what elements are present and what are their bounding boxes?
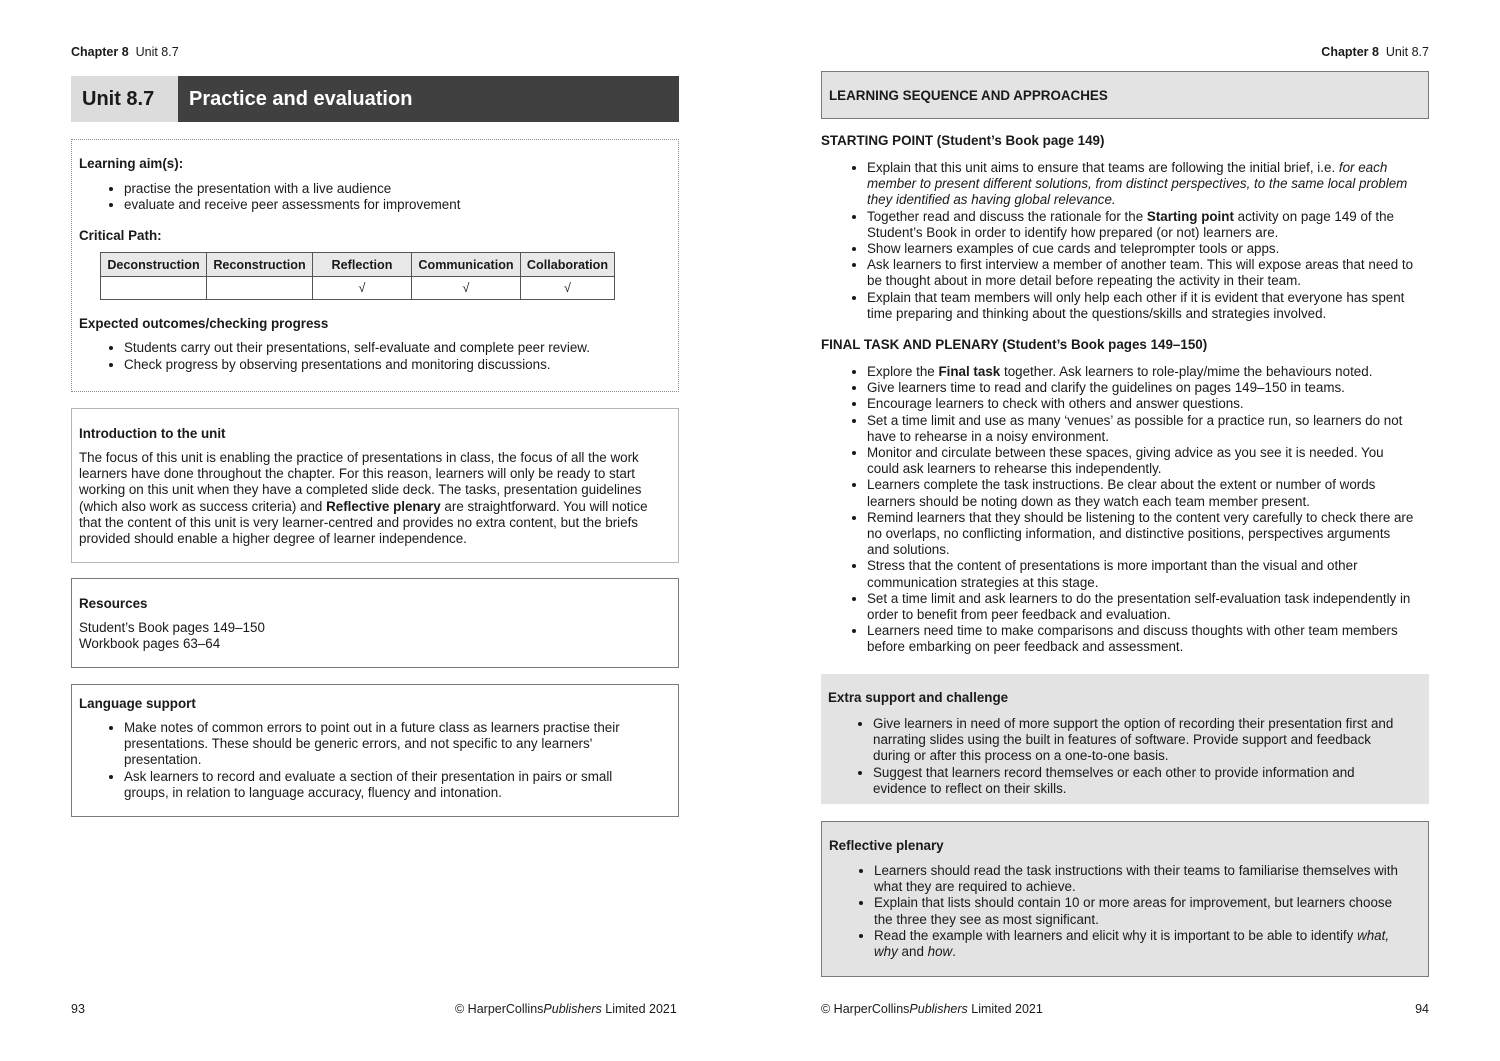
language-support-heading: Language support [79, 696, 196, 711]
left-copyright [455, 1002, 677, 1016]
outcomes-list [79, 340, 671, 372]
introduction-text [79, 450, 649, 547]
right-copyright [821, 1002, 1043, 1016]
table-cell: √ [313, 277, 412, 300]
table-cell: √ [521, 277, 615, 300]
reflective-plenary-heading: Reflective plenary [829, 838, 944, 853]
item-text: Read the example with learners and elicit why it is important to be able to identify [874, 927, 1358, 943]
item-bold-text: Starting point [1146, 208, 1234, 224]
item-text: and [897, 944, 928, 960]
copyright-italic: Publishers [909, 1002, 968, 1016]
resources-box [71, 578, 679, 668]
list-item: • Ask learners to record and evaluate a section of their presentation in pairs or small groups, in relation to language accuracy, fluency and intonation. [124, 769, 654, 801]
list-item: • Stress that the content of presentations is more important than the visual and other communication strategies at this stage. [867, 558, 1415, 590]
list-item: • Give learners time to read and clarify the guidelines on pages 149–150 in teams. [867, 380, 1415, 396]
resources-heading: Resources [79, 596, 148, 611]
resources-line: Student’s Book pages 149–150 [79, 620, 265, 635]
intro-text-part: The focus of this unit is enabling the practice of presentations in class, the focus of all the work learners have done throughout the chapter. For this reason, learners will only be ready to start working on this unit when they have a completed slide deck. The tasks, presentation guidelines (which also work as success criteria) and [79, 450, 642, 514]
list-item: • Learners should read the task instructions with their teams to familiarise themselves with what they are required to achieve. [874, 863, 1399, 895]
unit-title-bar [71, 76, 679, 122]
list-item: • Explain that team members will only help each other if it is evident that everyone has spent time preparing and thinking about the questions/skills and strategies involved. [867, 290, 1415, 322]
copyright-text: © HarperCollins [455, 1002, 544, 1016]
learning-sequence-heading: LEARNING SEQUENCE AND APPROACHES [829, 88, 1108, 103]
copyright-text: Limited 2021 [967, 1002, 1043, 1016]
chapter-label: Chapter 8 [1321, 45, 1379, 59]
language-support-box [71, 684, 679, 817]
item-italic-text: for each member to present different solutions, from distinct perspectives, to the same local problem they identified as having global relevance. [867, 160, 1408, 208]
list-item: • Encourage learners to check with others and answer questions. [867, 396, 1415, 412]
extra-support-heading: Extra support and challenge [828, 690, 1009, 705]
list-item [867, 160, 1415, 209]
item-text: Together read and discuss the rationale for the [867, 208, 1147, 224]
item-text: activity on page 149 of the Student’s Book in order to identify how prepared (or not) learners are. [867, 208, 1394, 240]
list-item [867, 364, 1415, 380]
unit-label: Unit 8.7 [135, 45, 179, 59]
unit-title: Practice and evaluation [178, 76, 679, 122]
table-header: Communication [412, 253, 521, 277]
starting-point-heading: STARTING POINT (Student’s Book page 149) [821, 133, 1105, 148]
final-task-heading: FINAL TASK AND PLENARY (Student’s Book pages 149–150) [821, 337, 1208, 352]
outcomes-heading: Expected outcomes/checking progress [79, 316, 329, 332]
list-item: • Learners complete the task instructions. Be clear about the extent or number of words learners should be noting down as they watch each team member present. [867, 477, 1415, 509]
list-item: • Explain that lists should contain 10 or more areas for improvement, but learners choose the three they see as most significant. [874, 895, 1399, 927]
left-page-number: 93 [71, 1002, 85, 1016]
learning-aims-heading: Learning aim(s): [79, 156, 184, 171]
list-item [867, 209, 1415, 241]
table-cell [101, 277, 207, 300]
final-task-section [821, 337, 1429, 656]
list-item: • Set a time limit and ask learners to do the presentation self-evaluation task independently in order to benefit from peer feedback and evaluation. [867, 591, 1415, 623]
item-text: Explore the [867, 364, 939, 379]
item-italic-text: what, why [874, 927, 1390, 960]
table-cell [207, 277, 313, 300]
critical-path-heading: Critical Path: [79, 228, 162, 244]
table-header: Collaboration [521, 253, 615, 277]
list-item: • Make notes of common errors to point out in a future class as learners practise their presentations. These should be generic errors, and not specific to any learners' presentation. [124, 720, 654, 769]
learning-aims-list [79, 181, 671, 213]
reflective-plenary-list [829, 863, 1399, 960]
list-item: • Check progress by observing presentations and monitoring discussions. [124, 357, 671, 373]
list-item: • Ask learners to first interview a member of another team. This will expose areas that need to be thought about in more detail before repeating the activity in their team. [867, 257, 1415, 289]
extra-support-box [821, 674, 1429, 804]
intro-text-part: are straightforward. You will notice that the content of this unit is very learner-centred and provides no extra content, but the briefs provided should enable a higher degree of learner independence. [79, 498, 648, 547]
list-item: • Set a time limit and use as many ‘venues’ as possible for a practice run, so learners do not have to rehearse in a noisy environment. [867, 413, 1415, 445]
list-item [874, 928, 1399, 960]
unit-number: Unit 8.7 [71, 76, 178, 122]
critical-path-table [100, 252, 615, 300]
list-item: • Monitor and circulate between these spaces, giving advice as you see it is needed. You could ask learners to rehearse this independently. [867, 445, 1415, 477]
right-page-header [1321, 45, 1429, 59]
table-header: Reconstruction [207, 253, 313, 277]
starting-point-section [821, 133, 1429, 322]
item-italic-text: how [927, 944, 953, 960]
list-item: • Learners need time to make comparisons and discuss thoughts with other team members before embarking on peer feedback and assessment. [867, 623, 1415, 655]
right-page-number: 94 [1415, 1002, 1429, 1016]
item-bold-text: Final task [938, 364, 1001, 379]
learning-aims-box [71, 139, 679, 392]
chapter-label: Chapter 8 [71, 45, 129, 59]
table-header: Reflection [313, 253, 412, 277]
intro-bold-text: Reflective plenary [326, 498, 441, 514]
list-item: • Remind learners that they should be listening to the content very carefully to check there are no overlaps, no conflicting information, and distinctive positions, perspectives arguments and solutions. [867, 510, 1415, 559]
item-text: . [952, 944, 956, 960]
list-item: • evaluate and receive peer assessments for improvement [124, 197, 671, 213]
list-item: • Suggest that learners record themselves or each other to provide information and evidence to reflect on their skills. [873, 765, 1398, 797]
language-support-list [79, 720, 654, 801]
reflective-plenary-box [821, 821, 1429, 977]
table-header: Deconstruction [101, 253, 207, 277]
list-item: • practise the presentation with a live audience [124, 181, 671, 197]
table-cell: √ [412, 277, 521, 300]
list-item: • Students carry out their presentations, self-evaluate and complete peer review. [124, 340, 671, 356]
left-page-header [71, 45, 679, 59]
copyright-text: © HarperCollins [821, 1002, 910, 1016]
copyright-italic: Publishers [543, 1002, 602, 1016]
unit-label: Unit 8.7 [1385, 45, 1429, 59]
list-item: • Give learners in need of more support the option of recording their presentation first and narrating slides using the built in features of software. Provide support and feedback during or after this process on a one-to-one basis. [873, 716, 1398, 765]
item-text: Explain that this unit aims to ensure that teams are following the initial brief, i.e. [867, 160, 1339, 175]
list-item: • Show learners examples of cue cards and teleprompter tools or apps. [867, 241, 1415, 257]
introduction-heading: Introduction to the unit [79, 426, 226, 441]
learning-sequence-box [821, 71, 1429, 119]
extra-support-list [828, 716, 1398, 797]
copyright-text: Limited 2021 [601, 1002, 677, 1016]
final-task-list [821, 364, 1415, 656]
introduction-box [71, 408, 679, 563]
resources-line: Workbook pages 63–64 [79, 636, 221, 652]
item-text: together. Ask learners to role-play/mime the behaviours noted. [1000, 364, 1373, 379]
starting-point-list [821, 160, 1415, 322]
